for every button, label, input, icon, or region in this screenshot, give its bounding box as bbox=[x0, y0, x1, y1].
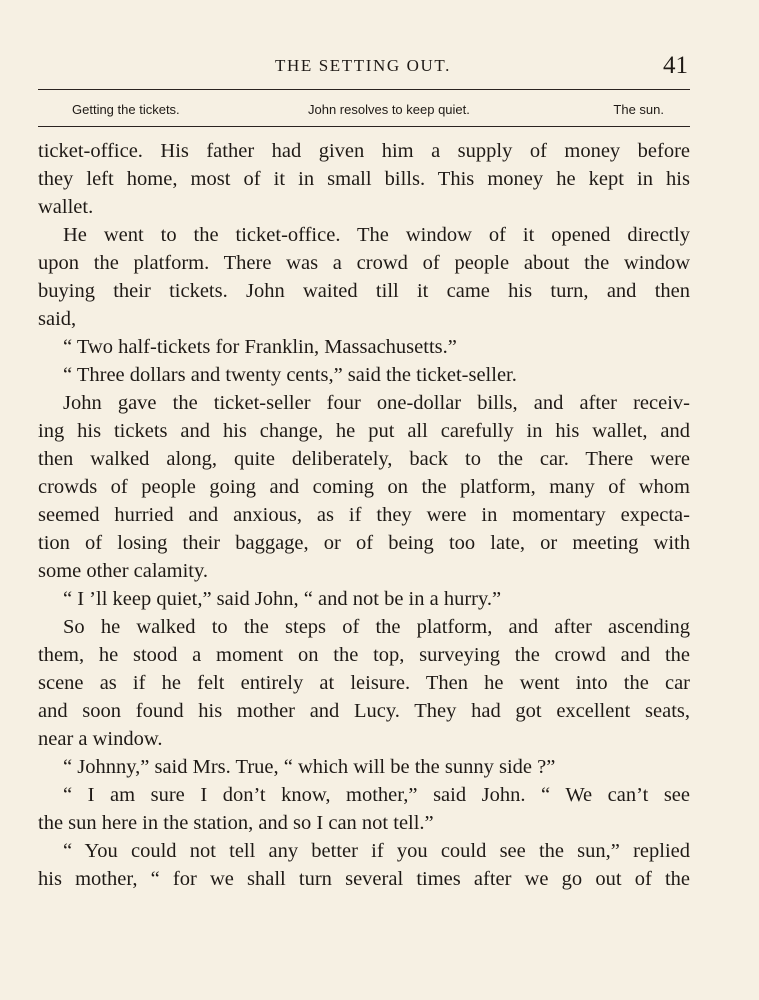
text-line: wallet. bbox=[38, 196, 94, 218]
text-line: tion of losing their baggage, or of being too late, or meeting with bbox=[38, 532, 690, 554]
text-line: John gave the ticket-seller four one-dollar bills, and after receiv- bbox=[63, 392, 690, 414]
topic-heading: The sun. bbox=[613, 102, 664, 117]
text-line: then walked along, quite deliberately, back to the car. There were bbox=[38, 448, 690, 470]
text-line: “ Three dollars and twenty cents,” said the ticket-seller. bbox=[63, 364, 517, 386]
text-line: scene as if he felt entirely at leisure. Then he went into the car bbox=[38, 672, 690, 694]
topic-headings bbox=[72, 102, 664, 122]
text-line: “ You could not tell any better if you could see the sun,” replied bbox=[63, 840, 690, 862]
body-text bbox=[38, 137, 690, 893]
text-line: them, he stood a moment on the top, surveying the crowd and the bbox=[38, 644, 690, 666]
text-line: and soon found his mother and Lucy. They had got excellent seats, bbox=[38, 700, 690, 722]
running-title: THE SETTING OUT. bbox=[275, 56, 451, 75]
text-line: upon the platform. There was a crowd of people about the window bbox=[38, 252, 690, 274]
header-rule-top bbox=[38, 89, 690, 90]
header-rule-bottom bbox=[38, 126, 690, 127]
text-line: He went to the ticket-office. The window of it opened directly bbox=[63, 224, 690, 246]
text-line: ing his tickets and his change, he put all carefully in his wallet, and bbox=[38, 420, 690, 442]
text-line: near a window. bbox=[38, 728, 163, 750]
text-line: “ Johnny,” said Mrs. True, “ which will be the sunny side ?” bbox=[63, 756, 556, 778]
text-line: his mother, “ for we shall turn several times after we go out of the bbox=[38, 868, 690, 890]
text-line: “ I ’ll keep quiet,” said John, “ and not be in a hurry.” bbox=[63, 588, 502, 610]
text-line: seemed hurried and anxious, as if they were in momentary expecta- bbox=[38, 504, 690, 526]
topic-heading: Getting the tickets. bbox=[72, 102, 180, 117]
page-number: 41 bbox=[663, 52, 688, 79]
text-line: “ I am sure I don’t know, mother,” said John. “ We can’t see bbox=[63, 784, 690, 806]
running-head bbox=[38, 52, 688, 82]
text-line: buying their tickets. John waited till it came his turn, and then bbox=[38, 280, 690, 302]
text-line: crowds of people going and coming on the platform, many of whom bbox=[38, 476, 690, 498]
text-line: “ Two half-tickets for Franklin, Massachusetts.” bbox=[63, 336, 457, 358]
text-line: some other calamity. bbox=[38, 560, 209, 582]
text-line: said, bbox=[38, 308, 77, 330]
text-line: they left home, most of it in small bills. This money he kept in his bbox=[38, 168, 690, 190]
topic-heading: John resolves to keep quiet. bbox=[308, 102, 470, 117]
text-line: So he walked to the steps of the platform, and after ascending bbox=[63, 616, 690, 638]
text-line: the sun here in the station, and so I can not tell.” bbox=[38, 812, 434, 834]
text-line: ticket-office. His father had given him a supply of money before bbox=[38, 140, 690, 162]
